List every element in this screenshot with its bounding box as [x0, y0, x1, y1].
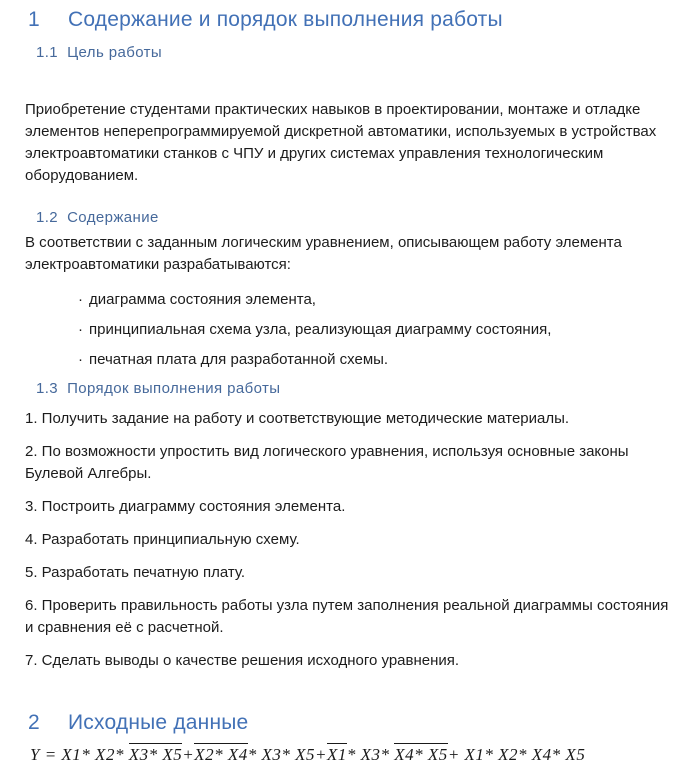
formula-segment-negated: X4* X5: [394, 745, 448, 764]
chapter-1-title: Содержание и порядок выполнения работы: [68, 8, 503, 31]
bullet-text: диаграмма состояния элемента,: [89, 291, 316, 308]
chapter-2-heading: [25, 710, 669, 735]
step-item-3: 3. Построить диаграмму состояния элемента.: [25, 498, 346, 515]
step-item-5: 5. Разработать печатную плату.: [25, 564, 246, 581]
step-item-1: 1. Получить задание на работу и соответствующие методические материалы.: [25, 410, 570, 427]
formula-segment: Y = X1* X2*: [30, 745, 129, 764]
bullet-marker: ·: [78, 351, 83, 368]
formula-segment-negated: X2* X4: [194, 745, 248, 764]
step-item-2: 2. По возможности упростить вид логического уравнения, используя основные законы Булевой Алгебры.: [25, 443, 629, 482]
bullet-marker: ·: [78, 321, 83, 338]
bullet-item: [78, 289, 669, 311]
content-paragraph: В соответствии с заданным логическим уравнением, описывающем работу элемента электроавтоматики разрабатываются:: [25, 234, 622, 273]
chapter-2-title: Исходные данные: [68, 711, 249, 734]
goal-paragraph: Приобретение студентами практических навыков в проектировании, монтаже и отладке элементов неперепрограммируемой дискретной автоматики, используемых в устройствах электроавтоматики станков с ЧПУ и других системах управления технологическим оборудованием.: [25, 101, 657, 184]
formula-segment: * X3*: [346, 745, 395, 764]
formula-segment: +: [182, 745, 195, 764]
subheading-1-1: [36, 43, 669, 63]
bullet-list: [25, 289, 669, 371]
subheading-1-2-title: Содержание: [67, 209, 159, 226]
subheading-1-2: [36, 208, 669, 228]
subheading-1-3-number: 1.3: [36, 380, 59, 397]
boolean-equation: [30, 745, 669, 765]
bullet-item: [78, 319, 669, 341]
bullet-marker: ·: [78, 291, 83, 308]
bullet-text: принципиальная схема узла, реализующая диаграмму состояния,: [89, 321, 552, 338]
step-item-7: 7. Сделать выводы о качестве решения исходного уравнения.: [25, 652, 460, 669]
step-item-6: 6. Проверить правильность работы узла путем заполнения реальной диаграммы состояния и сравнения её с расчетной.: [25, 597, 669, 636]
chapter-1-number: 1: [28, 8, 40, 31]
subheading-1-1-number: 1.1: [36, 44, 59, 61]
formula-segment-negated: X1: [327, 745, 347, 764]
steps-list: [25, 408, 669, 672]
formula-segment-negated: X3* X5: [128, 745, 183, 764]
bullet-text: печатная плата для разработанной схемы.: [89, 351, 389, 368]
step-item-4: 4. Разработать принципиальную схему.: [25, 531, 300, 548]
bullet-item: [78, 349, 669, 371]
subheading-1-3: [36, 379, 669, 399]
formula-segment: * X3* X5+: [247, 745, 327, 764]
subheading-1-3-title: Порядок выполнения работы: [67, 380, 281, 397]
subheading-1-1-title: Цель работы: [67, 44, 163, 61]
subheading-1-2-number: 1.2: [36, 209, 59, 226]
chapter-2-number: 2: [28, 711, 40, 734]
formula-segment: + X1* X2* X4* X5: [447, 745, 586, 764]
chapter-1-heading: [25, 7, 669, 32]
